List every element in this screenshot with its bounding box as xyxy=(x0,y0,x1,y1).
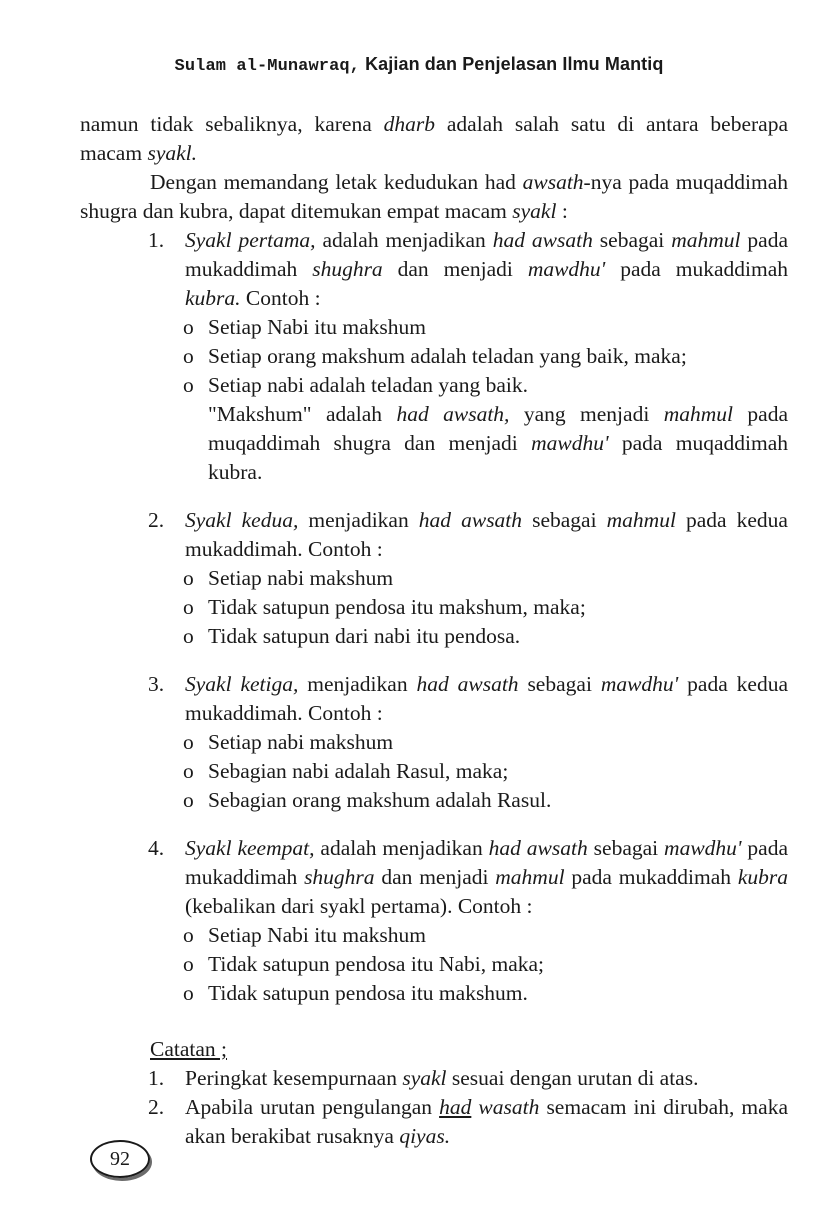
term: mawdhu' xyxy=(664,836,742,860)
term: mahmul xyxy=(495,865,565,889)
running-header xyxy=(0,54,838,76)
text: pada mukaddimah xyxy=(185,836,789,889)
term: syakl xyxy=(402,1066,447,1090)
page-body xyxy=(80,110,788,1151)
item-number: 1. xyxy=(148,228,165,252)
text: namun tidak sebaliknya, karena xyxy=(80,112,384,136)
text: (kebalikan dari syakl pertama). Contoh : xyxy=(185,894,533,918)
text: sebagai xyxy=(522,508,607,532)
term: kubra xyxy=(737,865,788,889)
bullet-marker: o xyxy=(183,730,194,754)
term: dharb xyxy=(383,112,435,136)
term: had awsath xyxy=(488,836,588,860)
example-bullet xyxy=(80,342,788,371)
term: mawdhu' xyxy=(531,431,609,455)
term: syakl xyxy=(512,199,557,223)
example-bullet xyxy=(80,921,788,950)
example-bullet xyxy=(80,728,788,757)
text: -nya pada muqaddimah shugra dan kubra, dapat ditemukan empat macam xyxy=(80,170,788,223)
text: pada mukaddimah xyxy=(185,228,789,281)
example-bullet xyxy=(80,950,788,979)
term: had awsath xyxy=(492,228,593,252)
spacer xyxy=(80,815,788,834)
text: "Makshum" adalah xyxy=(208,402,397,426)
bullet-marker: o xyxy=(183,344,194,368)
bullet-text: Tidak satupun pendosa itu makshum. xyxy=(208,981,528,1005)
bullet-marker: o xyxy=(183,566,194,590)
bullet-text: Sebagian orang makshum adalah Rasul. xyxy=(208,788,552,812)
term: syakl. xyxy=(147,141,198,165)
example-bullet xyxy=(80,313,788,342)
text: pada kedua mukaddimah. Contoh : xyxy=(185,672,788,725)
term: mahmul xyxy=(663,402,733,426)
text: semacam ini dirubah, maka akan berakibat rusaknya xyxy=(185,1095,788,1148)
header-subtitle: Kajian dan Penjelasan Ilmu Mantiq xyxy=(359,54,664,74)
page-number: 92 xyxy=(90,1140,150,1178)
example-bullet xyxy=(80,786,788,815)
term: shughra xyxy=(304,865,375,889)
notes-heading: Catatan ; xyxy=(150,1037,228,1061)
item-number: 2. xyxy=(148,1095,165,1119)
text: Contoh : xyxy=(240,286,321,310)
bullet-text: Setiap nabi makshum xyxy=(208,730,394,754)
bullet-marker: o xyxy=(183,952,194,976)
example-bullet xyxy=(80,593,788,622)
term: mawdhu' xyxy=(600,672,679,696)
text: : xyxy=(556,199,568,223)
spacer xyxy=(80,1008,788,1027)
bullet-marker: o xyxy=(183,759,194,783)
example-bullet xyxy=(80,979,788,1008)
intro-paragraph-2 xyxy=(80,168,788,226)
term: had awsath xyxy=(418,508,523,532)
example-bullet xyxy=(80,371,788,400)
term: wasath xyxy=(471,1095,540,1119)
spacer xyxy=(80,487,788,506)
bullet-text: Tidak satupun pendosa itu Nabi, maka; xyxy=(208,952,545,976)
bullet-text: Setiap nabi adalah teladan yang baik. xyxy=(208,373,528,397)
text: pada muqaddimah shugra dan menjadi xyxy=(208,402,788,455)
bullet-text: Tidak satupun pendosa itu makshum, maka; xyxy=(208,595,586,619)
syakl-item-4 xyxy=(80,834,788,921)
text: adalah menjadikan xyxy=(314,836,489,860)
item-number: 2. xyxy=(148,508,165,532)
bullet-marker: o xyxy=(183,595,194,619)
text: dan menjadi xyxy=(382,257,528,281)
header-book-title: Sulam al-Munawraq, xyxy=(174,57,360,76)
item-number: 1. xyxy=(148,1066,165,1090)
term: qiyas. xyxy=(399,1124,451,1148)
text: menjadikan xyxy=(298,672,417,696)
text: Dengan memandang letak kedudukan had xyxy=(150,170,523,194)
bullet-text: Setiap Nabi itu makshum xyxy=(208,315,426,339)
term: had xyxy=(439,1095,472,1119)
example-bullet xyxy=(80,622,788,651)
bullet-text: Setiap nabi makshum xyxy=(208,566,394,590)
spacer xyxy=(80,651,788,670)
term: Syakl kedua, xyxy=(185,508,299,532)
text: sebagai xyxy=(592,228,672,252)
note-item-1 xyxy=(80,1064,788,1093)
text: sebagai xyxy=(587,836,665,860)
bullet-marker: o xyxy=(183,373,194,397)
bullet-marker: o xyxy=(183,981,194,1005)
term: shughra xyxy=(312,257,383,281)
bullet-text: Setiap orang makshum adalah teladan yang baik, maka; xyxy=(208,344,687,368)
text: Peringkat kesempurnaan xyxy=(185,1066,403,1090)
text: sebagai xyxy=(518,672,601,696)
bullet-text: Sebagian nabi adalah Rasul, maka; xyxy=(208,759,509,783)
bullet-text: Setiap Nabi itu makshum xyxy=(208,923,426,947)
item-number: 3. xyxy=(148,672,165,696)
term: mahmul xyxy=(671,228,741,252)
bullet-marker: o xyxy=(183,788,194,812)
term: mawdhu' xyxy=(527,257,606,281)
text: pada mukaddimah xyxy=(564,865,738,889)
term: kubra. xyxy=(185,286,241,310)
term: awsath xyxy=(522,170,584,194)
text: dan menjadi xyxy=(374,865,496,889)
text: adalah salah satu di antara beberapa macam xyxy=(80,112,788,165)
term: mahmul xyxy=(606,508,676,532)
text: pada mukaddimah xyxy=(605,257,788,281)
syakl-item-1 xyxy=(80,226,788,313)
syakl-item-3 xyxy=(80,670,788,728)
bullet-marker: o xyxy=(183,923,194,947)
text: sesuai dengan urutan di atas. xyxy=(446,1066,699,1090)
text: yang menjadi xyxy=(509,402,664,426)
text: pada kedua mukaddimah. Contoh : xyxy=(185,508,788,561)
term: Syakl keempat, xyxy=(185,836,315,860)
bullet-text: Tidak satupun dari nabi itu pendosa. xyxy=(208,624,521,648)
example-bullet xyxy=(80,757,788,786)
text: Apabila urutan pengulangan xyxy=(185,1095,440,1119)
bullet-marker: o xyxy=(183,315,194,339)
term: had awsath xyxy=(416,672,519,696)
text: menjadikan xyxy=(298,508,419,532)
term: Syakl ketiga, xyxy=(185,672,299,696)
note-item-2 xyxy=(80,1093,788,1151)
term: had awsath, xyxy=(396,402,510,426)
text: pada muqaddimah kubra. xyxy=(208,431,789,484)
bullet-marker: o xyxy=(183,624,194,648)
text: adalah menjadikan xyxy=(315,228,493,252)
syakl-item-2 xyxy=(80,506,788,564)
term: Syakl pertama, xyxy=(185,228,316,252)
example-bullet xyxy=(80,564,788,593)
intro-paragraph-1 xyxy=(80,110,788,168)
item-number: 4. xyxy=(148,836,165,860)
item-1-explanation xyxy=(80,400,788,487)
